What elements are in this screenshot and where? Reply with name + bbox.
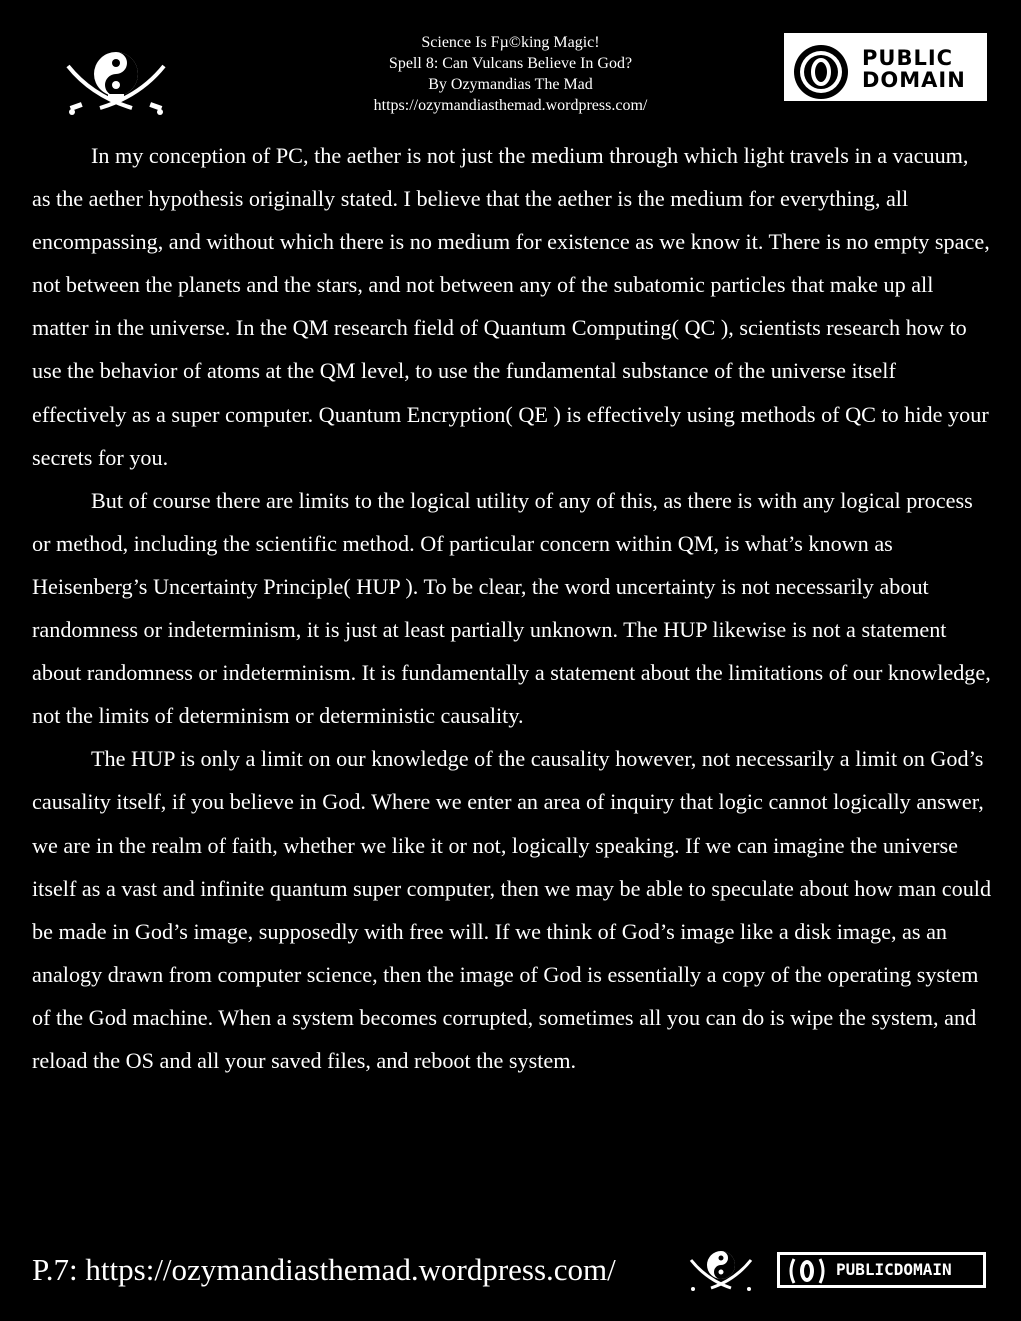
document-header-text: [300, 32, 721, 116]
document-url[interactable]: https://ozymandiasthemad.wordpress.com/: [373, 97, 648, 114]
page-header: [0, 32, 1021, 122]
paragraph: The HUP is only a limit on our knowledge of the causality however, not necessarily a limit on God’s causality itself, if you believe in God. Where we enter an area of inquiry that logic cannot logically answer, we are in the realm of faith, whether we like it or not, logically speaking. If we can imagine the universe itself as a vast and infinite quantum super computer, then we may be able to speculate about how man could be made in God’s image, supposedly with free will. If we think of God’s image like a disk image, as an analogy drawn from computer science, then the image of God is essentially a copy of the operating system of the God machine. When a system becomes corrupted, sometimes all you can do is wipe the system, and reload the OS and all your saved files, and reboot the system.: [32, 746, 992, 1073]
paragraph: But of course there are limits to the logical utility of any of this, as there is with any logical process or method, including the scientific method. Of particular concern within QM, is what’s known as Heisenberg’s Uncertainty Principle( HUP ). To be clear, the word uncertainty is not necessarily about randomness or indeterminism, it is just at least partially unknown. The HUP likewise is not a statement about randomness or indeterminism. It is fundamentally a statement about the limitations of our knowledge, not the limits of determinism or deterministic causality.: [32, 487, 991, 729]
pirate-yin-yang-logo-icon: [687, 1248, 755, 1292]
document-body: [32, 134, 992, 1082]
public-domain-badge: [784, 33, 987, 101]
public-domain-zero-icon: [786, 1257, 828, 1285]
public-domain-label: PUBLIC DOMAIN: [862, 46, 966, 92]
public-domain-label: PUBLICDOMAIN: [836, 1260, 952, 1279]
document-spell-title: Spell 8: Can Vulcans Believe In God?: [388, 55, 633, 72]
public-domain-badge-small: [777, 1252, 986, 1288]
document-author: By Ozymandias The Mad: [428, 76, 593, 93]
pirate-yin-yang-logo-icon: [62, 46, 170, 116]
public-domain-zero-icon: [792, 43, 850, 101]
page-footer: [0, 1240, 1021, 1300]
paragraph: In my conception of PC, the aether is not just the medium through which light travels in a vacuum, as the aether hypothesis originally stated. I believe that the aether is the medium for everything, all encompassing, and without which there is no medium for existence as we know it. There is no empty space, not between the planets and the stars, and not between any of the subatomic particles that make up all matter in the universe. In the QM research field of Quantum Computing( QC ), scientists research how to use the behavior of atoms at the QM level, to use the fundamental substance of the universe itself effectively as a super computer. Quantum Encryption( QE ) is effectively using methods of QC to hide your secrets for you.: [32, 143, 990, 470]
document-series-title: Science Is Fµ©king Magic!: [421, 34, 600, 51]
footer-page-link[interactable]: P.7: https://ozymandiasthemad.wordpress.com/: [32, 1252, 616, 1287]
